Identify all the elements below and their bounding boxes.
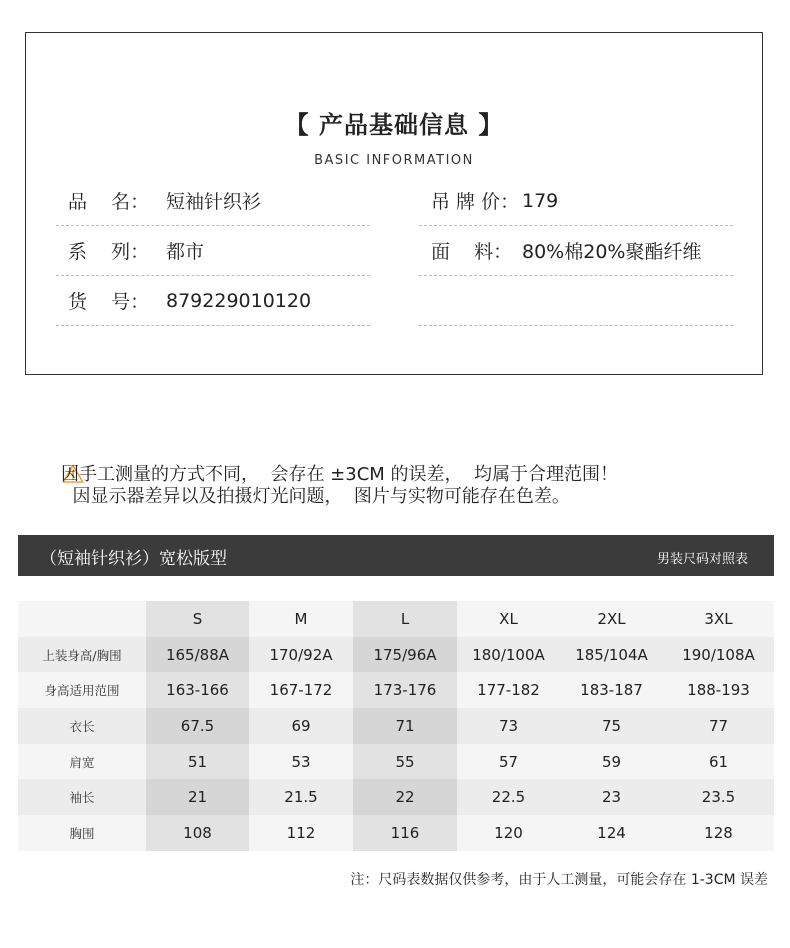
row-label: 上装身高/胸围	[18, 637, 146, 673]
notice-line-2: 因手工测量的方式不同， 会存在 ±3CM 的误差， 均属于合理范围！	[61, 464, 618, 485]
header-cell: 2XL	[560, 601, 663, 637]
field-fabric	[419, 226, 733, 276]
field-empty	[419, 276, 733, 326]
table-cell: 22	[353, 779, 457, 815]
table-row	[18, 779, 774, 815]
table-cell: 165/88A	[146, 637, 249, 673]
header-cell: M	[249, 601, 353, 637]
table-cell: 188-193	[663, 672, 774, 708]
row-label: 胸围	[18, 815, 146, 851]
field-item-number	[56, 276, 370, 326]
field-product-name	[56, 176, 370, 226]
table-cell: 190/108A	[663, 637, 774, 673]
table-cell: 57	[457, 744, 560, 780]
header-cell: S	[146, 601, 249, 637]
table-cell: 128	[663, 815, 774, 851]
header-cell	[18, 601, 146, 637]
size-table	[18, 601, 774, 851]
table-row	[18, 672, 774, 708]
table-cell: 67.5	[146, 708, 249, 744]
field-series	[56, 226, 370, 276]
table-cell: 73	[457, 708, 560, 744]
field-tag-price	[419, 176, 733, 226]
table-cell: 21.5	[249, 779, 353, 815]
table-cell: 120	[457, 815, 560, 851]
table-cell: 21	[146, 779, 249, 815]
table-cell: 173-176	[353, 672, 457, 708]
notice-text-1: 因显示器差异以及拍摄灯光问题， 图片与实物可能存在色差。	[72, 486, 570, 507]
field-value: 都市	[166, 241, 205, 263]
table-cell: 170/92A	[249, 637, 353, 673]
table-cell: 69	[249, 708, 353, 744]
field-value: 179	[522, 189, 559, 212]
table-cell: 177-182	[457, 672, 560, 708]
field-label: 货 号：	[68, 291, 150, 313]
table-cell: 23	[560, 779, 663, 815]
table-row	[18, 744, 774, 780]
table-cell: 23.5	[663, 779, 774, 815]
row-label: 袖长	[18, 779, 146, 815]
field-label: 面 料：	[431, 241, 513, 263]
table-cell: 55	[353, 744, 457, 780]
header-cell: L	[353, 601, 457, 637]
table-cell: 185/104A	[560, 637, 663, 673]
size-chart-title: （短袖针织衫）宽松版型	[40, 549, 227, 569]
table-cell: 112	[249, 815, 353, 851]
field-label: 品 名：	[68, 191, 150, 213]
table-cell: 61	[663, 744, 774, 780]
warning-triangle-icon	[39, 443, 61, 509]
table-cell: 163-166	[146, 672, 249, 708]
table-cell: 124	[560, 815, 663, 851]
field-label: 系 列：	[68, 241, 150, 263]
size-chart-header	[18, 535, 774, 576]
table-row	[18, 815, 774, 851]
table-cell: 180/100A	[457, 637, 560, 673]
header-cell: XL	[457, 601, 560, 637]
field-value: 短袖针织衫	[166, 191, 262, 213]
table-cell: 167-172	[249, 672, 353, 708]
table-cell: 183-187	[560, 672, 663, 708]
table-cell: 108	[146, 815, 249, 851]
row-label: 肩宽	[18, 744, 146, 780]
table-cell: 71	[353, 708, 457, 744]
field-label: 吊 牌 价：	[431, 191, 520, 213]
info-title: 【 产品基础信息 】	[284, 111, 504, 139]
table-row	[18, 637, 774, 673]
info-subtitle: BASIC INFORMATION	[314, 153, 474, 168]
row-label: 身高适用范围	[18, 672, 146, 708]
table-cell: 75	[560, 708, 663, 744]
table-header-row	[18, 601, 774, 637]
table-cell: 116	[353, 815, 457, 851]
table-cell: 53	[249, 744, 353, 780]
table-cell: 59	[560, 744, 663, 780]
table-cell: 175/96A	[353, 637, 457, 673]
table-cell: 51	[146, 744, 249, 780]
size-chart-subtitle: 男装尺码对照表	[656, 552, 748, 567]
field-value: 80%棉20%聚酯纤维	[522, 241, 702, 263]
table-cell: 77	[663, 708, 774, 744]
size-chart-footnote: 注：尺码表数据仅供参考，由于人工测量，可能会存在 1-3CM 误差	[350, 872, 768, 888]
row-label: 衣长	[18, 708, 146, 744]
field-value: 879229010120	[166, 289, 312, 312]
header-cell: 3XL	[663, 601, 774, 637]
table-cell: 22.5	[457, 779, 560, 815]
table-row	[18, 708, 774, 744]
